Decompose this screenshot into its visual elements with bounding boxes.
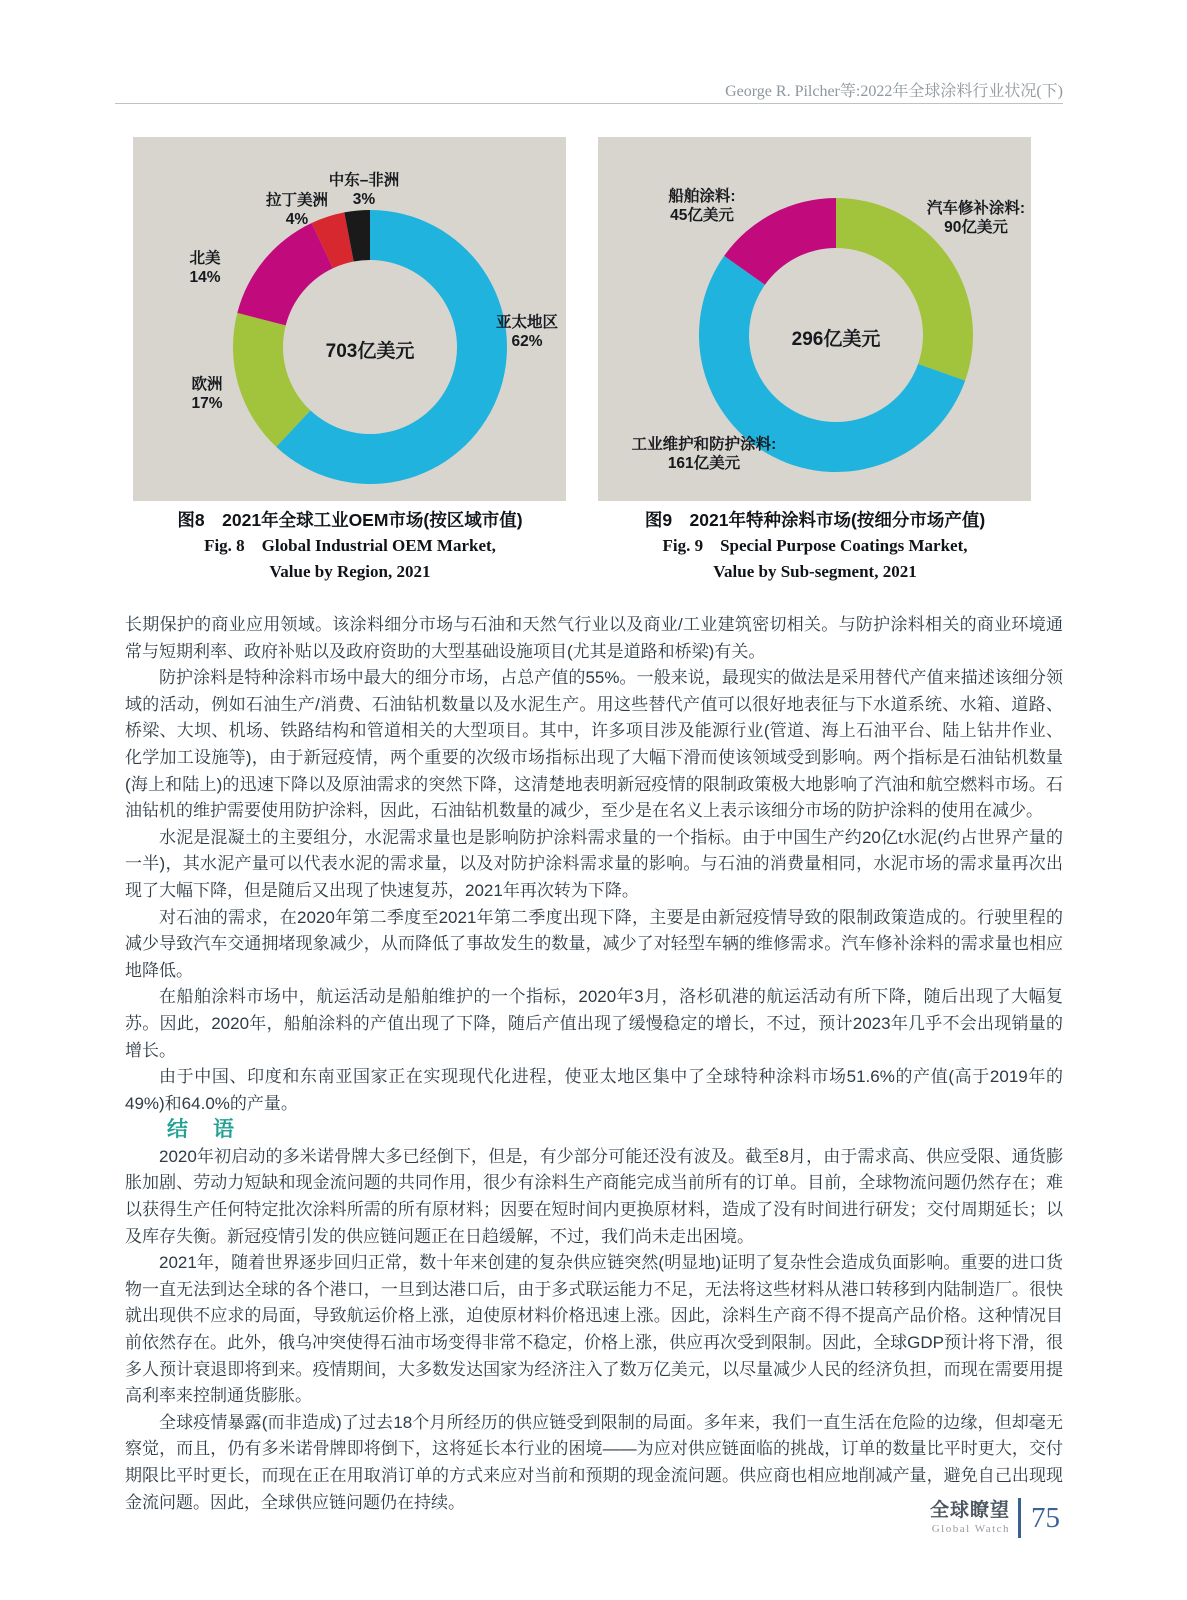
slice-label-north-america <box>165 249 245 287</box>
slice-label: 拉丁美洲 <box>265 192 328 209</box>
header-rule <box>115 103 1063 104</box>
figure8-caption <box>140 507 560 585</box>
slice-value: 3% <box>352 191 376 208</box>
slice-label-marine <box>650 187 754 225</box>
journal-name-cn: 全球瞭望 <box>930 1500 1011 1521</box>
slice-label-asia-pacific <box>485 313 569 351</box>
figure9-caption <box>605 507 1025 585</box>
slice-label: 亚太地区 <box>495 314 558 331</box>
body-paragraph: 2021年，随着世界逐步回归正常，数十年来创建的复杂供应链突然(明显地)证明了复杂性会造成负面影响。重要的进口货物一直无法到达全球的各个港口，一旦到达港口后，由于多式联运能力不足，无法将这些材料从港口转移到内陆制造厂。很快就出现供不应求的局面，导致航运价格上涨，迫使原材料价格迅速上涨。因此，涂料生产商不得不提高产品价格。这种情况目前依然存在。此外，俄乌冲突使得石油市场变得非常不稳定，价格上涨，供应再次受到限制。因此，全球GDP预计将下滑，很多人预计衰退即将到来。疫情期间，大多数发达国家为经济注入了数万亿美元，以尽量减少人民的经济负担，而现在需要用提高利率来控制通货膨胀。 <box>125 1253 1063 1406</box>
body-paragraph: 在船舶涂料市场中，航运活动是船舶维护的一个指标，2020年3月，洛杉矶港的航运活动有所下降，随后出现了大幅复苏。因此，2020年，船舶涂料的产值出现了下降，随后产值出现了缓慢稳定的增长，不过，预计2023年几乎不会出现销量的增长。 <box>125 987 1063 1060</box>
body-paragraph: 2020年初启动的多米诺骨牌大多已经倒下，但是，有少部分可能还没有波及。截至8月，由于需求高、供应受限、通货膨胀加剧、劳动力短缺和现金流问题的共同作用，很少有涂料生产商能完成当前所有的订单。目前，全球物流问题仍然存在；难以获得生产任何特定批次涂料所需的所有原材料；因要在短时间内更换原材料，造成了没有时间进行研发；交付周期延长；以及库存失衡。新冠疫情引发的供应链问题正在日趋缓解，不过，我们尚未走出困境。 <box>125 1146 1063 1246</box>
slice-label: 中东–非洲 <box>328 172 400 189</box>
figure9-caption-en-line2: Value by Sub-segment, 2021 <box>713 562 917 581</box>
figure9-caption-en-line1: Fig. 9 Special Purpose Coatings Market, <box>662 536 968 555</box>
body-paragraph: 全球疫情暴露(而非造成)了过去18个月所经历的供应链受到限制的局面。多年来，我们一直生活在危险的边缘，但却毫无察觉，而且，仍有多米诺骨牌即将倒下，这将延长本行业的困境——为应对供应链面临的挑战，订单的数量比平时更大，交付期限比平时更长，而现在正在用取消订单的方式来应对当前和预期的现金流问题。供应商也相应地削减产量，避免自己出现现金流问题。因此，全球供应链问题仍在持续。 <box>125 1412 1063 1512</box>
slice-label: 工业维护和防护涂料: <box>631 436 777 453</box>
figure9-caption-cn: 图9 2021年特种涂料市场(按细分市场产值) <box>644 510 986 530</box>
figure8-chart-panel <box>133 137 566 501</box>
slice-label-industrial-protective <box>624 435 784 473</box>
running-header: George R. Pilcher等:2022年全球涂料行业状况(下) <box>725 83 1063 100</box>
page-footer <box>930 1498 1060 1538</box>
figure8-caption-cn: 图8 2021年全球工业OEM市场(按区域市值) <box>177 510 523 530</box>
slice-value: 14% <box>189 269 221 286</box>
slice-value: 4% <box>285 211 309 228</box>
slice-label: 欧洲 <box>191 376 223 393</box>
slice-value: 90亿美元 <box>944 219 1008 236</box>
slice-label: 汽车修补涂料: <box>926 200 1026 217</box>
slice-value: 17% <box>191 395 223 412</box>
slice-label: 船舶涂料: <box>668 188 736 205</box>
figure8-caption-en-line1: Fig. 8 Global Industrial OEM Market, <box>204 536 496 555</box>
oem-center-value: 703亿美元 <box>325 341 415 362</box>
slice-label: 北美 <box>189 250 221 267</box>
section-heading-conclusion: 结 语 <box>167 1118 236 1142</box>
body-paragraph: 由于中国、印度和东南亚国家正在实现现代化进程，使亚太地区集中了全球特种涂料市场51.6%的产值(高于2019年的49%)和64.0%的产量。 <box>125 1067 1063 1113</box>
body-paragraph: 对石油的需求，在2020年第二季度至2021年第二季度出现下降，主要是由新冠疫情导致的限制政策造成的。行驶里程的减少导致汽车交通拥堵现象减少，从而降低了事故发生的数量，减少了对轻型车辆的维修需求。汽车修补涂料的需求量也相应地降低。 <box>125 907 1063 980</box>
figure8-caption-en-line2: Value by Region, 2021 <box>269 562 431 581</box>
journal-name-block <box>930 1500 1010 1536</box>
body-paragraph: 长期保护的商业应用领域。该涂料细分市场与石油和天然气行业以及商业/工业建筑密切相关。与防护涂料相关的商业环境通常与短期利率、政府补贴以及政府资助的大型基础设施项目(尤其是道路和桥梁)有关。 <box>125 615 1063 661</box>
donut-slice <box>237 223 333 325</box>
article-body <box>125 612 1063 1516</box>
body-paragraph: 水泥是混凝土的主要组分，水泥需求量也是影响防护涂料需求量的一个指标。由于中国生产约20亿t水泥(约占世界产量的一半)，其水泥产量可以代表水泥的需求量，以及对防护涂料需求量的影响。与石油的消费量相同，水泥市场的需求量再次出现了大幅下降，但是随后又出现了快速复苏，2021年再次转为下降。 <box>125 827 1063 900</box>
slice-value: 161亿美元 <box>667 455 741 472</box>
slice-value: 62% <box>511 333 543 350</box>
footer-divider <box>1018 1498 1021 1538</box>
page-number: 75 <box>1031 1502 1061 1534</box>
special-coatings-center-value: 296亿美元 <box>791 329 881 350</box>
slice-label-europe <box>167 375 247 413</box>
slice-label-latam <box>251 191 343 229</box>
figure9-chart-panel <box>598 137 1031 501</box>
slice-value: 45亿美元 <box>670 207 734 224</box>
journal-name-en: Global Watch <box>931 1523 1011 1535</box>
slice-label-auto-refinish <box>916 199 1036 237</box>
body-paragraph: 防护涂料是特种涂料市场中最大的细分市场，占总产值的55%。一般来说，最现实的做法是采用替代产值来描述该细分领域的活动，例如石油生产/消费、石油钻机数量以及水泥生产。用这些替代产值可以很好地表征与下水道系统、水箱、道路、桥梁、大坝、机场、铁路结构和管道相关的大型项目。其中，许多项目涉及能源行业(管道、海上石油平台、陆上钻井作业、化学加工设施等)，由于新冠疫情，两个重要的次级市场指标出现了大幅下滑而使该领域受到影响。两个指标是石油钻机数量(海上和陆上)的迅速下降以及原油需求的突然下降，这清楚地表明新冠疫情的限制政策极大地影响了汽油和航空燃料市场。石油钻机的维护需要使用防护涂料，因此，石油钻机数量的减少，至少是在名义上表示该细分市场的防护涂料的使用在减少。 <box>125 668 1063 821</box>
